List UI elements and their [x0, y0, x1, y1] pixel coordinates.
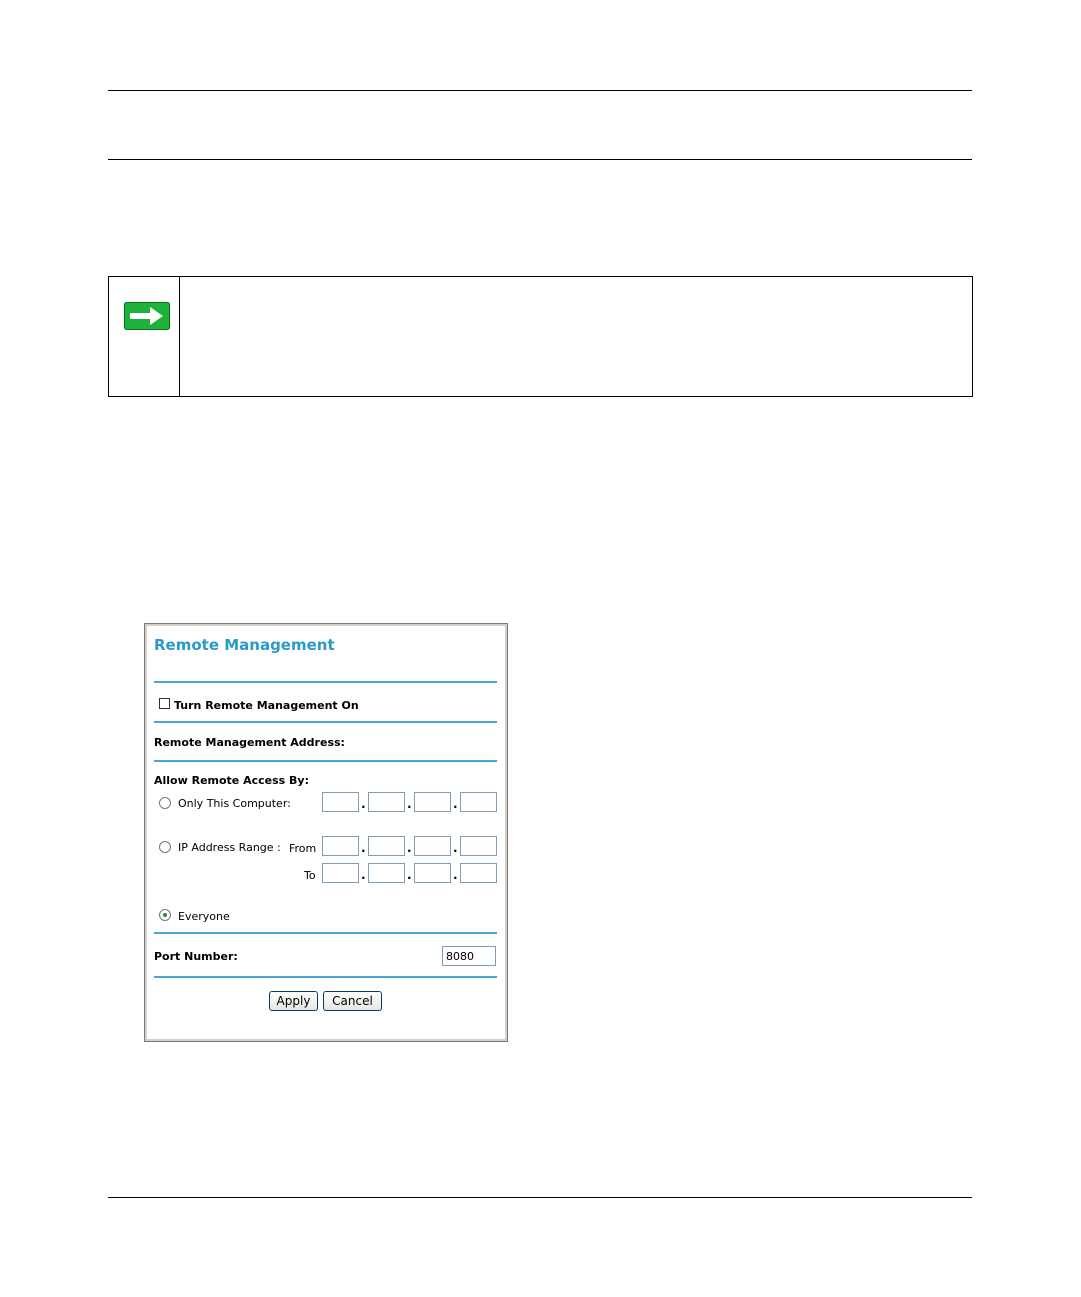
apply-button[interactable]: Apply [269, 991, 318, 1011]
separator-3 [154, 932, 497, 934]
ip-dot: . [361, 868, 366, 882]
note-box [108, 276, 973, 397]
only-ip-octet-1[interactable] [322, 792, 359, 812]
ip-dot: . [453, 797, 458, 811]
allow-access-label: Allow Remote Access By: [154, 774, 309, 787]
cancel-button[interactable]: Cancel [323, 991, 382, 1011]
to-ip-octet-3[interactable] [414, 863, 451, 883]
radio-ip-address-range[interactable] [159, 841, 171, 853]
only-this-computer-label: Only This Computer: [178, 797, 291, 810]
to-ip-octet-2[interactable] [368, 863, 405, 883]
ip-dot: . [453, 841, 458, 855]
only-ip-octet-3[interactable] [414, 792, 451, 812]
remote-management-panel [144, 623, 508, 1042]
panel-title: Remote Management [154, 636, 335, 654]
footer-rule [108, 1197, 972, 1198]
note-divider [179, 277, 180, 396]
ip-dot: . [453, 868, 458, 882]
port-number-input[interactable] [442, 946, 496, 966]
to-label: To [304, 869, 316, 882]
ip-dot: . [407, 868, 412, 882]
to-ip-octet-1[interactable] [322, 863, 359, 883]
everyone-label: Everyone [178, 910, 230, 923]
ip-dot: . [361, 797, 366, 811]
separator-1 [154, 721, 497, 723]
ip-dot: . [361, 841, 366, 855]
only-ip-octet-4[interactable] [460, 792, 497, 812]
address-label: Remote Management Address: [154, 736, 345, 749]
title-separator [154, 681, 497, 683]
radio-only-this-computer[interactable] [159, 797, 171, 809]
ip-dot: . [407, 841, 412, 855]
ip-range-label: IP Address Range : [178, 841, 281, 854]
port-label: Port Number: [154, 950, 238, 963]
only-ip-octet-2[interactable] [368, 792, 405, 812]
to-ip-octet-4[interactable] [460, 863, 497, 883]
header-bottom-rule [108, 159, 972, 160]
separator-2 [154, 760, 497, 762]
ip-dot: . [407, 797, 412, 811]
turn-on-checkbox[interactable] [159, 698, 170, 709]
turn-on-label: Turn Remote Management On [174, 699, 359, 712]
from-ip-octet-3[interactable] [414, 836, 451, 856]
radio-everyone[interactable] [159, 909, 171, 921]
from-ip-octet-4[interactable] [460, 836, 497, 856]
separator-4 [154, 976, 497, 978]
header-top-rule [108, 90, 972, 91]
from-label: From [289, 842, 317, 855]
from-ip-octet-2[interactable] [368, 836, 405, 856]
arrow-right-icon [124, 302, 170, 330]
from-ip-octet-1[interactable] [322, 836, 359, 856]
